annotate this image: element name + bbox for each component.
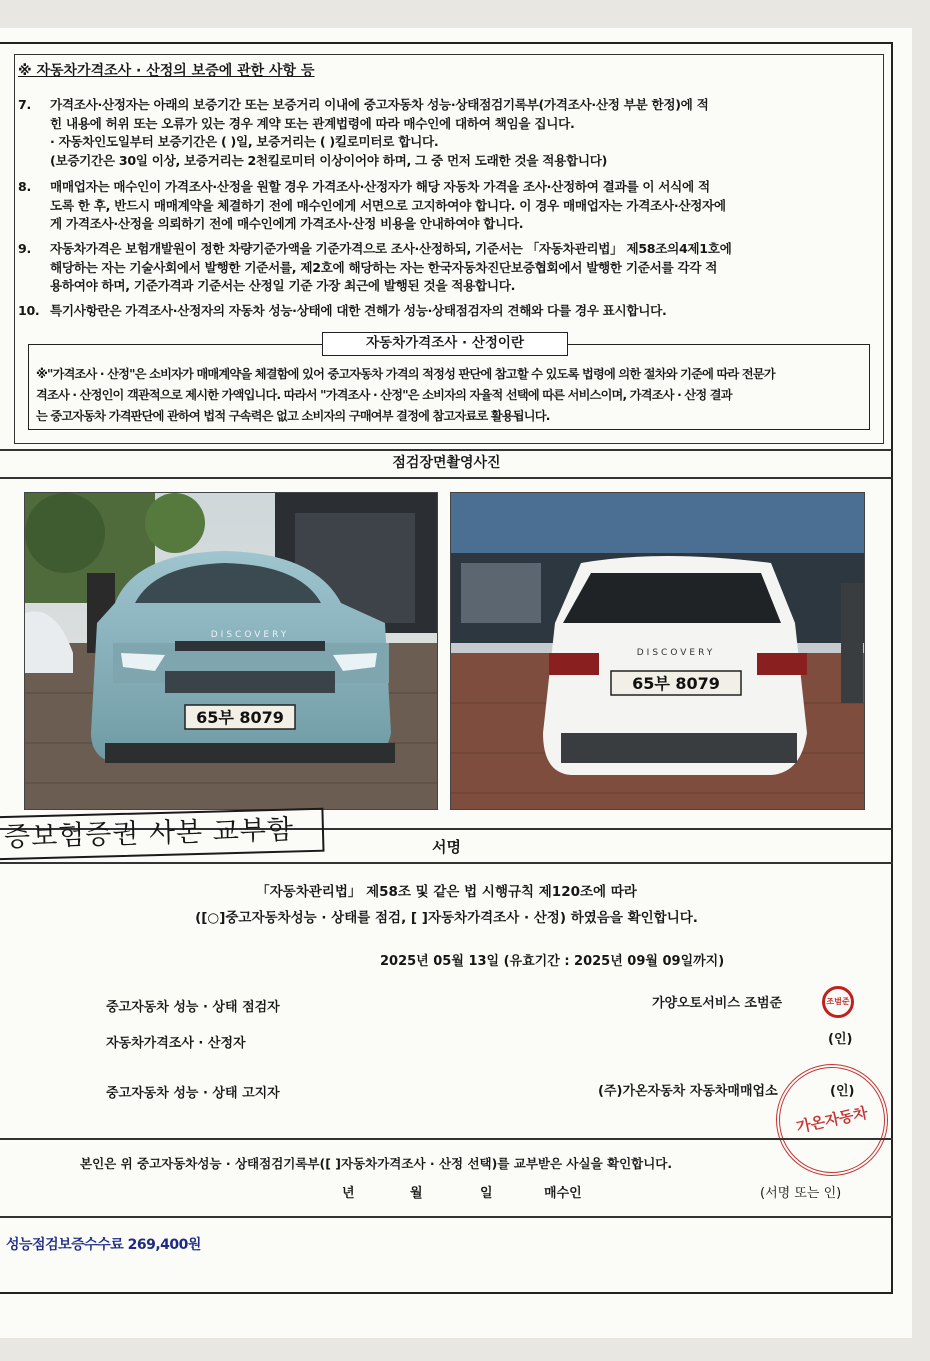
- appraiser-seal-mark: (인): [828, 1032, 853, 1047]
- divider: [0, 449, 893, 451]
- front-license-plate: 65부 8079: [196, 708, 284, 727]
- notice-item-9: [18, 240, 868, 296]
- day-label: 일: [480, 1186, 493, 1201]
- divider: [0, 477, 893, 479]
- front-badge-text: DISCOVERY: [210, 630, 290, 640]
- disclaimer-line: 는 중고자동차 가격판단에 관하여 법적 구속력은 없고 소비자의 구매여부 결정에 참고자료로 활용됩니다.: [36, 409, 550, 423]
- appraiser-label: 자동차가격조사 · 산정자: [106, 1036, 246, 1051]
- rear-car-illustration: [451, 493, 865, 810]
- notice-line: 게 가격조사·산정을 의뢰하기 전에 매수인에게 가격조사·산정 비용을 안내하여야 합니다.: [50, 216, 524, 231]
- notice-line: 해당하는 자는 기술사회에서 발행한 기준서를, 제2호에 해당하는 자는 한국자동차진단보증협회에서 발행한 기준서를 각각 적: [50, 259, 718, 275]
- notice-item-7: [18, 96, 868, 170]
- notice-item-8: [18, 178, 868, 234]
- rear-car-photo: [450, 492, 865, 810]
- divider: [0, 1216, 893, 1218]
- sign-hint: (서명 또는 인): [760, 1186, 842, 1201]
- notice-line: 매매업자는 매수인이 가격조사·산정을 원할 경우 가격조사·산정자가 해당 자동차 가격을 조사·산정하여 결과를 이 서식에 적: [50, 179, 710, 194]
- notice-item-number: 10.: [18, 303, 40, 318]
- disclaimer-line: 격조사 · 산정인이 객관적으로 제시한 가액입니다. 따라서 "가격조사 · 산정"은 소비자의 자율적 선택에 따른 서비스이며, 가격조사 · 산정 결과: [36, 388, 732, 402]
- insurance-copy-stamp: 증보험증권 사본 교부함: [0, 808, 325, 861]
- month-label: 월: [410, 1186, 423, 1201]
- inspector-label: 중고자동차 성능 · 상태 점검자: [106, 1000, 280, 1015]
- inspector-name: 가양오토서비스 조범준: [652, 996, 783, 1011]
- signature-title: 서명: [432, 838, 461, 856]
- law-reference: 「자동차관리법」 제58조 및 같은 법 시행규칙 제120조에 따라: [256, 884, 637, 900]
- notice-line: 자동차가격은 보험개발원이 정한 차량기준가액을 기준가격으로 조사·산정하되, 기준서는 「자동차관리법」 제58조의4제1호에: [50, 241, 732, 256]
- warranty-notice-title: ※ 자동차가격조사 · 산정의 보증에 관한 사항 등: [18, 63, 315, 79]
- buyer-label: 매수인: [544, 1186, 582, 1201]
- notifier-name: (주)가온자동차 자동차매매업소: [598, 1084, 778, 1099]
- divider: [0, 1138, 893, 1140]
- notice-line: 특기사항란은 가격조사·산정자의 자동차 성능·상태에 대한 견해가 성능·상태점검자의 견해와 다를 경우 표시합니다.: [50, 303, 667, 318]
- warranty-fee: 성능점검보증수수료 269,400원: [6, 1237, 201, 1253]
- rear-badge-text: DISCOVERY: [636, 648, 716, 658]
- notice-line: · 자동차인도일부터 보증기간은 ( )일, 보증거리는 ( )킬로미터로 합니다.: [50, 134, 439, 149]
- disclaimer-line: ※"가격조사 · 산정"은 소비자가 매매계약을 체결함에 있어 중고자동차 가격의 적정성 판단에 참고할 수 있도록 법령에 의한 절차와 기준에 따라 전문가: [36, 367, 775, 381]
- notice-line: 용하여야 하며, 기준가격과 기준서는 산정일 기준 가장 최근에 발행된 것을 적용합니다.: [50, 278, 516, 293]
- inspection-date: 2025년 05월 13일 (유효기간 : 2025년 09월 09일까지): [380, 954, 725, 969]
- confirm-statement: ([○]중고자동차성능 · 상태를 점검, [ ]자동차가격조사 · 산정) 하였음을 확인합니다.: [195, 910, 698, 926]
- notice-line: 힌 내용에 허위 또는 오류가 있는 경우 계약 또는 관계법령에 따라 매수인에 대하여 책임을 집니다.: [50, 115, 575, 131]
- divider: [0, 862, 893, 864]
- notice-line: 가격조사·산정자는 아래의 보증기간 또는 보증거리 이내에 중고자동차 성능·상태점검기록부(가격조사·산정 부분 한정)에 적: [50, 97, 709, 112]
- year-label: 년: [342, 1186, 355, 1201]
- front-car-photo: [24, 492, 438, 810]
- notice-item-10: [18, 302, 868, 321]
- front-car-illustration: [25, 493, 438, 810]
- photo-section-title: 점검장면촬영사진: [392, 455, 501, 471]
- notice-line: 도록 한 후, 반드시 매매계약을 체결하기 전에 매수인에게 서면으로 고지하여야 합니다. 이 경우 매매업자는 가격조사·산정자에: [50, 197, 726, 213]
- notice-line: (보증기간은 30일 이상, 보증거리는 2천킬로미터 이상이어야 하며, 그 중 먼저 도래한 것을 적용합니다): [50, 152, 608, 168]
- receipt-statement: 본인은 위 중고자동차성능 · 상태점검기록부([ ]자동차가격조사 · 산정 선택)를 교부받은 사실을 확인합니다.: [80, 1156, 673, 1171]
- notice-item-number: 7.: [18, 97, 31, 112]
- notifier-label: 중고자동차 성능 · 상태 고지자: [106, 1086, 280, 1101]
- notice-item-number: 8.: [18, 179, 31, 194]
- rear-license-plate: 65부 8079: [632, 674, 720, 693]
- disclaimer-text: [36, 364, 864, 427]
- inspector-seal-icon: 조범준: [822, 986, 854, 1018]
- notice-item-number: 9.: [18, 241, 31, 256]
- company-seal-icon: 가온자동차: [766, 1054, 899, 1187]
- notifier-seal-mark: (인): [830, 1084, 855, 1099]
- section-title: 자동차가격조사 · 산정이란: [322, 332, 568, 356]
